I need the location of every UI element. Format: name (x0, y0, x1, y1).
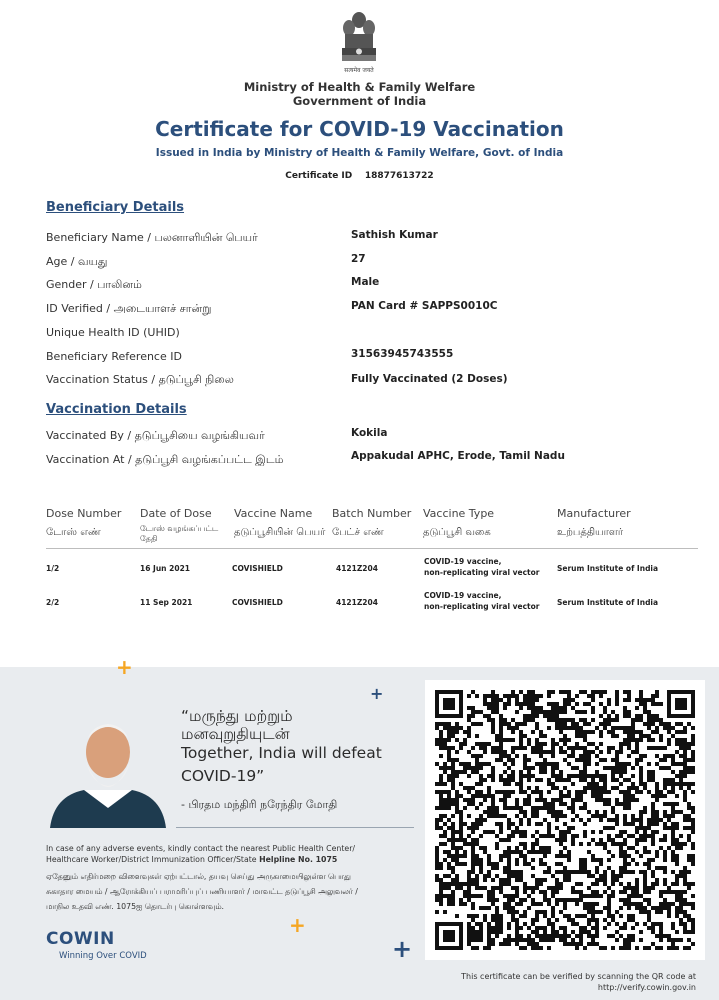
header-vaccine-type-ta: தடுப்பூசி வகை (423, 527, 491, 538)
header-batch-number-ta: பேட்ச் எண் (332, 527, 384, 538)
qr-code-icon (425, 680, 705, 960)
government-name: Government of India (292, 94, 427, 108)
batch-cell: 4121Z204 (336, 598, 378, 607)
qr-finder-pattern (667, 690, 695, 718)
vaccine-type-cell-line2: non-replicating viral vector (424, 568, 540, 577)
manufacturer-cell: Serum Institute of India (557, 564, 659, 573)
certificate-id-value: 18877613722 (364, 171, 434, 181)
id-verified-label: ID Verified / அடையாளச் சான்று (46, 302, 212, 315)
date-cell: 11 Sep 2021 (140, 598, 193, 607)
adverse-events-en-text: Healthcare Worker/District Immunization Officer/State (46, 855, 257, 864)
quote-attribution: - பிரதம மந்திரி நரேந்திர மோதி (181, 798, 338, 811)
batch-cell: 4121Z204 (336, 564, 378, 573)
dose-cell: 1/2 (46, 564, 60, 573)
vaccination-at-label: Vaccination At / தடுப்பூசி வழங்கப்பட்ட இடம் (46, 453, 284, 466)
vaccine-name-cell: COVISHIELD (232, 564, 283, 573)
ministry-name: Ministry of Health & Family Welfare (243, 80, 476, 94)
vaccination-status-value: Fully Vaccinated (2 Doses) (351, 373, 508, 385)
age-value: 27 (351, 253, 366, 265)
plus-decoration-icon: + (392, 935, 413, 963)
vaccine-type-cell-line1: COVID-19 vaccine, (424, 591, 502, 600)
qr-finder-pattern (435, 922, 463, 950)
quote-divider (176, 827, 414, 828)
certificate-id-label: Certificate ID (285, 171, 353, 181)
reference-id-value: 31563945743555 (351, 348, 454, 360)
plus-decoration-icon: + (289, 913, 306, 937)
quote-english-line1: Together, India will defeat (181, 744, 382, 762)
header-vaccine-name: Vaccine Name (234, 507, 313, 520)
dose-cell: 2/2 (46, 598, 60, 607)
certificate-subtitle: Issued in India by Ministry of Health & Family Welfare, Govt. of India (155, 147, 564, 159)
prime-minister-portrait (44, 712, 172, 828)
beneficiary-name-value: Sathish Kumar (351, 229, 438, 241)
vaccine-type-cell-line2: non-replicating viral vector (424, 602, 540, 611)
age-label: Age / வயது (46, 255, 108, 268)
table-divider (46, 548, 698, 549)
beneficiary-name-label: Beneficiary Name / பலனாளியின் பெயர் (46, 231, 258, 244)
vaccination-at-value: Appakudal APHC, Erode, Tamil Nadu (351, 450, 565, 462)
plus-decoration-icon: + (116, 655, 133, 679)
header-dose-number-ta: டோஸ் எண் (46, 527, 101, 538)
vaccinated-by-value: Kokila (351, 427, 388, 439)
cowin-tagline: Winning Over COVID (59, 951, 147, 961)
verify-url[interactable]: http://verify.cowin.gov.in (597, 983, 696, 992)
quote-english-line2: COVID-19” (181, 767, 265, 785)
reference-id-label: Beneficiary Reference ID (46, 350, 182, 363)
cowin-logo: COWIN (46, 929, 115, 949)
qr-code (425, 680, 705, 960)
adverse-events-ta-line3: மாநில உதவி எண். 1075ஐ தொடர்பு கொள்ளவும். (46, 902, 224, 911)
qr-finder-pattern (435, 690, 463, 718)
qr-modules (435, 690, 695, 950)
vaccinated-by-label: Vaccinated By / தடுப்பூசியை வழங்கியவர் (46, 429, 265, 442)
quote-tamil-line2: மனவுறுதியுடன் (181, 725, 290, 743)
header-date-of-dose: Date of Dose (140, 507, 212, 520)
id-verified-value: PAN Card # SAPPS0010C (351, 300, 498, 312)
plus-decoration-icon: + (370, 684, 384, 703)
header-dose-number: Dose Number (46, 507, 122, 520)
beneficiary-heading: Beneficiary Details (46, 200, 185, 215)
header-manufacturer: Manufacturer (557, 507, 631, 520)
header-vaccine-name-ta: தடுப்பூசியின் பெயர் (234, 527, 326, 538)
vaccine-name-cell: COVISHIELD (232, 598, 283, 607)
header-batch-number: Batch Number (332, 507, 412, 520)
certificate-id (0, 171, 719, 181)
adverse-events-en-line2 (46, 854, 406, 865)
adverse-events-ta-line1: ஏதேனும் எதிர்மறை விளைவுகள் ஏற்பட்டால், தயவு செய்து அருகாமையிலுள்ள பொது (46, 872, 351, 881)
date-cell: 16 Jun 2021 (140, 564, 191, 573)
verify-text-line1: This certificate can be verified by scanning the QR code at (461, 972, 696, 981)
gender-value: Male (351, 276, 380, 288)
quote-tamil-line1: “மருந்து மற்றும் (181, 707, 293, 725)
manufacturer-cell: Serum Institute of India (557, 598, 659, 607)
emblem-caption: सत्यमेव जयते (344, 67, 374, 74)
uhid-label: Unique Health ID (UHID) (46, 326, 180, 339)
header-vaccine-type: Vaccine Type (423, 507, 495, 520)
vaccination-heading: Vaccination Details (46, 402, 187, 417)
adverse-events-ta-line2: சுகாதார மையம் / ஆரோக்கியப் பராமரிப்புப் பணியாளர் / மாவட்ட தடுப்பூசி அலுவலர் / (46, 887, 358, 896)
header-manufacturer-ta: உற்பத்தியாளர் (557, 527, 624, 538)
vaccination-status-label: Vaccination Status / தடுப்பூசி நிலை (46, 373, 234, 386)
gender-label: Gender / பாலினம் (46, 278, 142, 291)
adverse-events-en-line1: In case of any adverse events, kindly contact the nearest Public Health Center/ (46, 844, 356, 853)
header-date-of-dose-ta: டோஸ் வழங்கப்பட்ட தேதி (140, 524, 219, 543)
vaccine-type-cell-line1: COVID-19 vaccine, (424, 557, 502, 566)
helpline-number: Helpline No. 1075 (259, 855, 338, 864)
certificate-title: Certificate for COVID-19 Vaccination (155, 117, 564, 141)
